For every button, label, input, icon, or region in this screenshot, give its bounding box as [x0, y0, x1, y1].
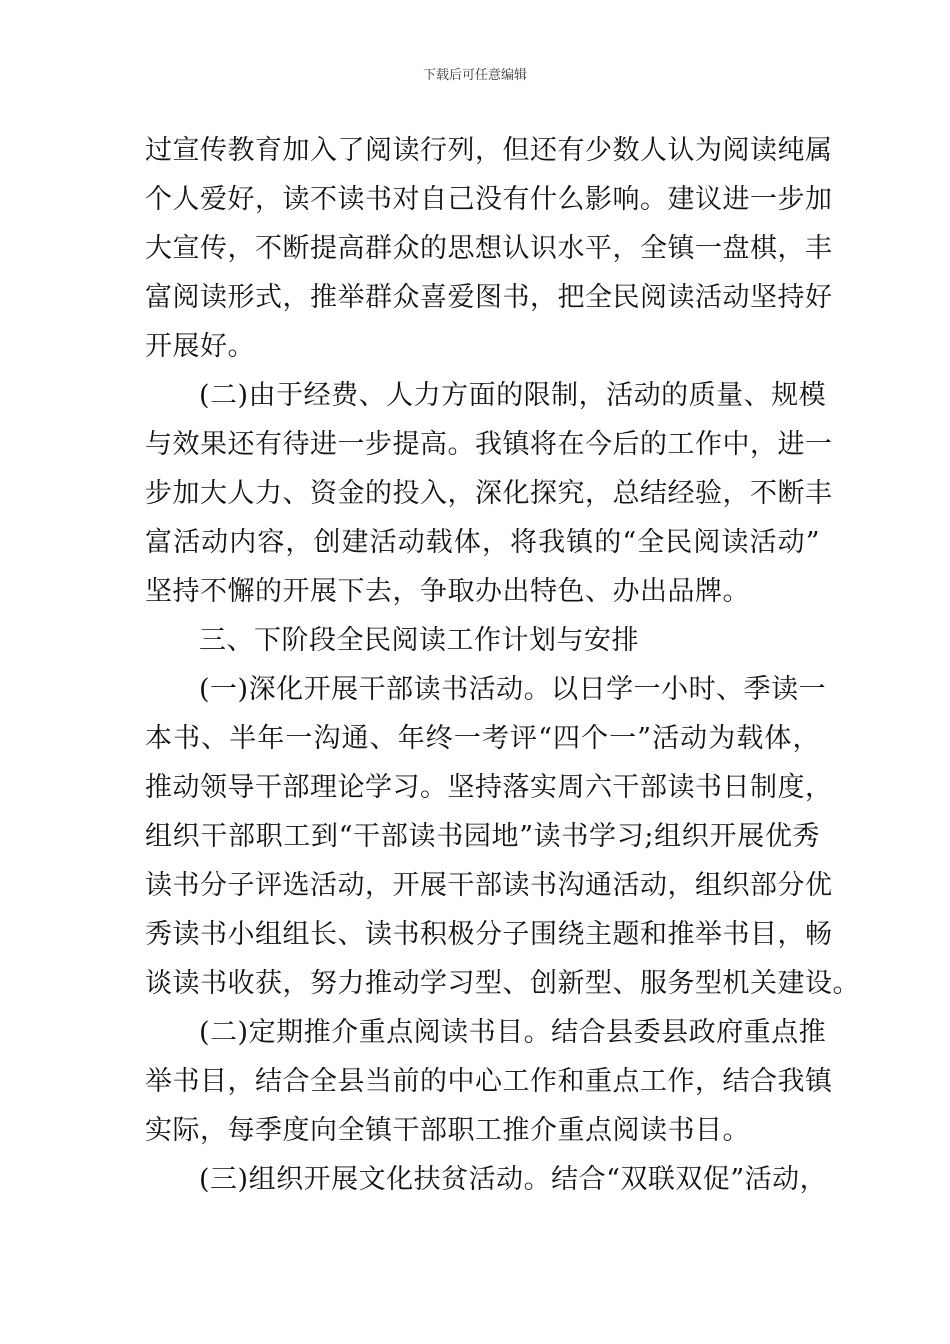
- paragraph-start-line: (一)深化开展干部读书活动。以日学一小时、季读一: [199, 674, 827, 705]
- text-line: 开展好。: [145, 331, 255, 362]
- paragraph-start-line: (二)由于经费、人力方面的限制，活动的质量、规模: [199, 380, 827, 411]
- text-line: 过宣传教育加入了阅读行列，但还有少数人认为阅读纯属: [145, 135, 833, 166]
- section-heading: 三、下阶段全民阅读工作计划与安排: [199, 625, 639, 656]
- text-line: 组织干部职工到“干部读书园地”读书学习;组织开展优秀: [145, 821, 820, 852]
- paragraph-start-line: (三)组织开展文化扶贫活动。结合“双联双促”活动，: [199, 1164, 828, 1195]
- text-line: 富活动内容，创建活动载体，将我镇的“全民阅读活动”: [145, 527, 820, 558]
- text-line: 推动领导干部理论学习。坚持落实周六干部读书日制度，: [145, 772, 833, 803]
- text-line: 实际，每季度向全镇干部职工推介重点阅读书目。: [145, 1115, 750, 1146]
- text-line: 步加大人力、资金的投入，深化探究，总结经验，不断丰: [145, 478, 833, 509]
- text-line: 大宣传，不断提高群众的思想认识水平，全镇一盘棋，丰: [145, 233, 833, 264]
- page-header-note: 下载后可任意编辑: [422, 68, 527, 83]
- text-line: 谈读书收获，努力推动学习型、创新型、服务型机关建设。: [145, 968, 860, 999]
- text-line: 读书分子评选活动，开展干部读书沟通活动，组织部分优: [145, 870, 833, 901]
- paragraph-start-line: (二)定期推介重点阅读书目。结合县委县政府重点推: [199, 1017, 827, 1048]
- text-line: 富阅读形式，推举群众喜爱图书，把全民阅读活动坚持好: [145, 282, 833, 313]
- text-line: 坚持不懈的开展下去，争取办出特色、办出品牌。: [145, 576, 750, 607]
- text-line: 秀读书小组组长、读书积极分子围绕主题和推举书目，畅: [145, 919, 833, 950]
- text-line: 与效果还有待进一步提高。我镇将在今后的工作中，进一: [145, 429, 833, 460]
- text-line: 个人爱好，读不读书对自己没有什么影响。建议进一步加: [145, 184, 833, 215]
- text-line: 举书目，结合全县当前的中心工作和重点工作，结合我镇: [145, 1066, 833, 1097]
- text-line: 本书、半年一沟通、年终一考评“四个一”活动为载体，: [145, 723, 820, 754]
- document-body: [145, 126, 860, 1204]
